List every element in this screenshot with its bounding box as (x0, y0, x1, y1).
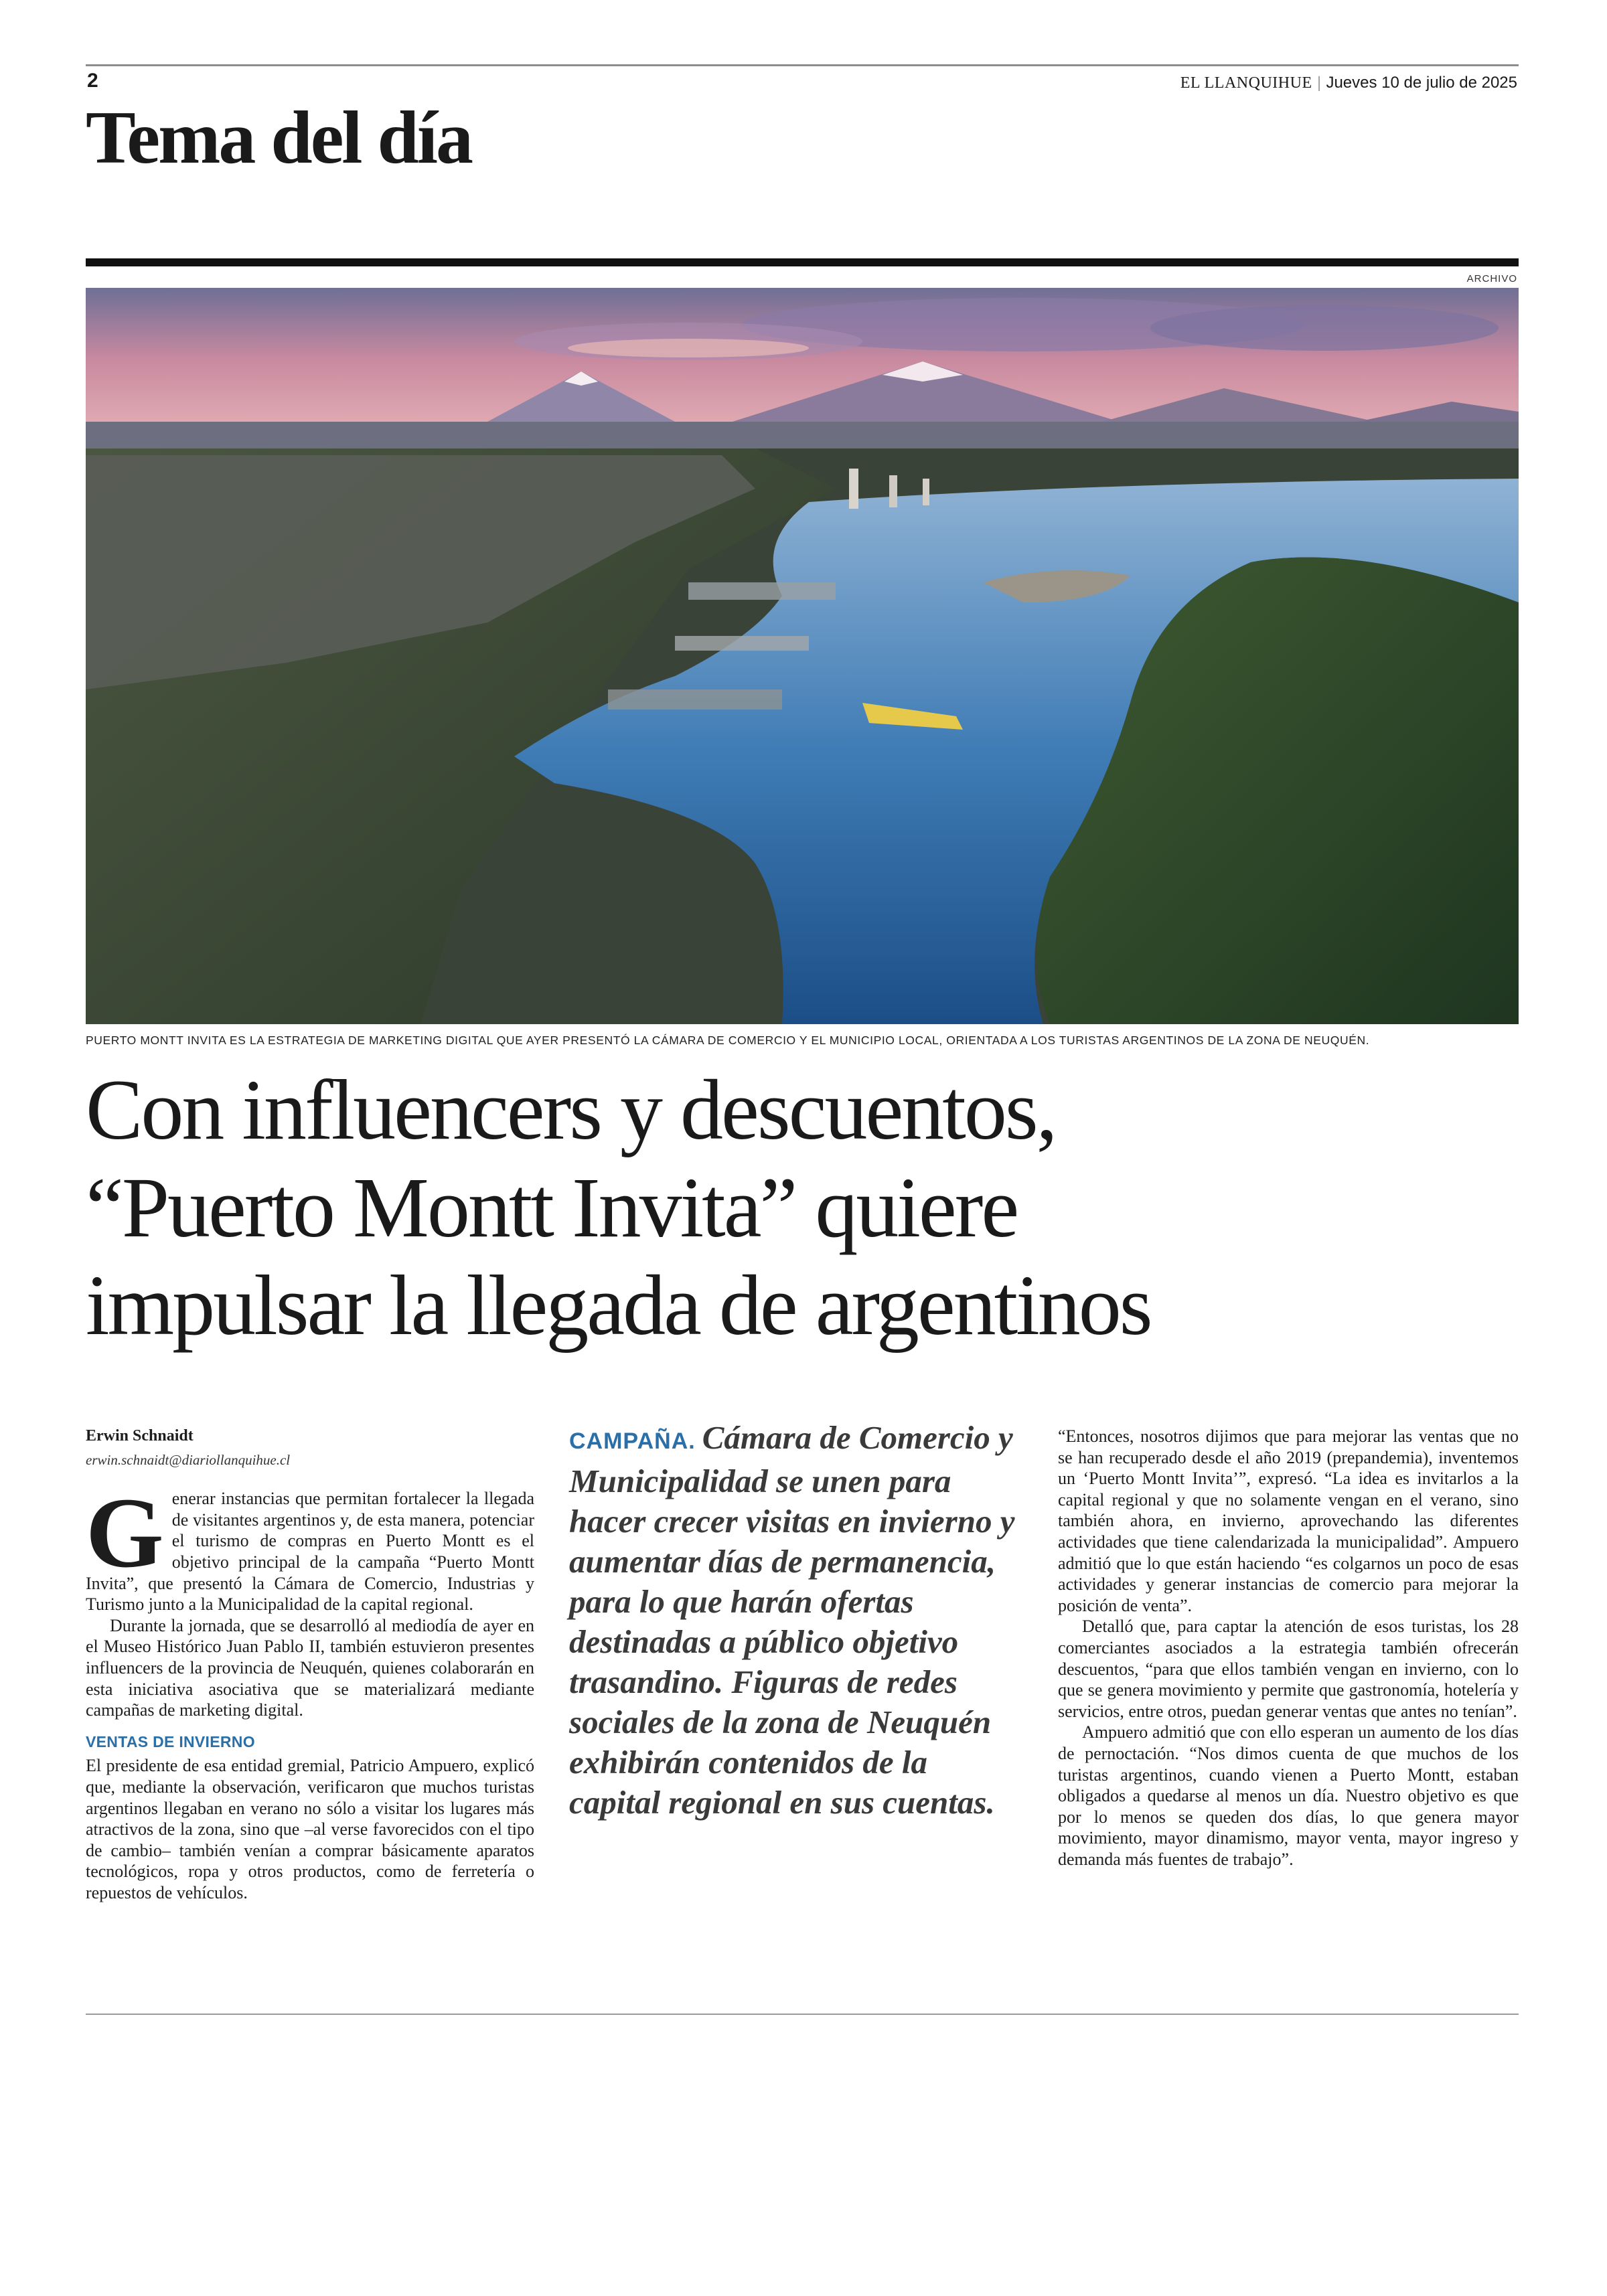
article-paragraph-3: El presidente de esa entidad gremial, Patricio Ampuero, explicó que, mediante la observación, verificaron que muchos turistas argentinos llegaban en verano no sólo a visitar los lugares más atractivos de la zona, sino que –al verse favorecidos con el tipo de cambio– también venían a comprar básicamente aparatos tecnológicos, ropa y otros productos, como de ferretería o repuestos de vehículos. (86, 1756, 534, 1902)
article-column-1 (86, 1426, 534, 1903)
masthead (1180, 74, 1517, 92)
drop-cap: G (86, 1477, 164, 1589)
photo-credit: ARCHIVO (1466, 273, 1517, 284)
publication-name: EL LLANQUIHUE (1180, 74, 1312, 92)
byline-email[interactable]: erwin.schnaidt@diariollanquihue.cl (86, 1451, 291, 1468)
headline-line-2: “Puerto Montt Invita” quiere (86, 1160, 1018, 1255)
section-rule (86, 258, 1519, 266)
byline-author: Erwin Schnaidt (86, 1427, 194, 1445)
masthead-separator: | (1317, 74, 1321, 92)
pull-quote-kicker: CAMPAÑA. (569, 1428, 696, 1454)
bottom-rule (86, 2014, 1519, 2015)
article-column-2 (1058, 1426, 1519, 1870)
subhead-ventas: VENTAS DE INVIERNO (86, 1732, 255, 1750)
photo-caption: PUERTO MONTT INVITA ES LA ESTRATEGIA DE MARKETING DIGITAL QUE AYER PRESENTÓ LA CÁMARA DE COMERCIO Y EL MUNICIPIO LOCAL, ORIENTADA A LOS TURISTAS ARGENTINOS DE LA ZONA DE NEUQUÉN. (86, 1034, 1370, 1047)
issue-date: Jueves 10 de julio de 2025 (1326, 74, 1517, 92)
article-paragraph-2: Durante la jornada, que se desarrolló al mediodía de ayer en el Museo Histórico Juan Pablo II, también estuvieron presentes influencers de la provincia de Neuquén, quienes colaborarán en esta iniciativa asociativa que se materializará mediante campañas de marketing digital. (86, 1615, 534, 1720)
lead-photo (86, 288, 1519, 1024)
paragraph-1-text: enerar instancias que permitan fortalecer la llegada de visitantes argentinos y, de esta manera, potenciar el turismo de compras en Puerto Montt es el objetivo principal de la campaña “Puerto Montt Invita”, que presentó la Cámara de Comercio, Industrias y Turismo junto a la Municipalidad de la capital regional. (86, 1489, 534, 1615)
lead-photo-illustration (86, 288, 1519, 1024)
pull-quote-text: Cámara de Comercio y Municipalidad se unen para hacer crecer visitas en invierno y aumentar días de permanencia, para lo que harán ofertas destinadas a público objetivo trasandino. Figuras de redes sociales de la zona de Neuquén exhibirán contenidos de la capital regional en sus cuentas. (569, 1419, 1015, 1821)
article-paragraph-1 (86, 1477, 534, 1615)
pull-quote (569, 1418, 1018, 1823)
article-paragraph-5: Detalló que, para captar la atención de esos turistas, los 28 comerciantes asociados a la estrategia también ofrecerán descuentos, “para que ellos también vengan en invierno, con lo que se genera movimiento y permite que gastronomía, hotelería y servicios, entre otros, puedan generar ventas que antes no tenían”. (1058, 1617, 1519, 1721)
headline (86, 1061, 1519, 1354)
headline-line-3: impulsar la llegada de argentinos (86, 1258, 1151, 1353)
section-title: Tema del día (86, 96, 471, 179)
headline-line-1: Con influencers y descuentos, (86, 1062, 1056, 1157)
article-paragraph-6: Ampuero admitió que con ello esperan un aumento de los días de pernoctación. “Nos dimos cuenta de que muchos de los turistas argentinos, cuando vienen a Puerto Montt, estaban obligados a quedarse al menos un día. Nuestro objetivo es que por lo menos se queden dos días, lo que genera mayor movimiento, mayor dinamismo, mayor venta, mayor ingreso y demanda más fuentes de trabajo”. (1058, 1722, 1519, 1869)
page-number: 2 (87, 70, 98, 92)
article-paragraph-4: “Entonces, nosotros dijimos que para mejorar las ventas que no se han recuperado desde el año 2019 (prepandemia), inventemos un ‘Puerto Montt Invita’”, expresó. “La idea es invitarlos a la capital regional y que no solamente vengan en el verano, sino también ahora, en invierno, aprovechando las diferentes actividades que tiene calendarizada la municipalidad”. Ampuero admitió que lo que están haciendo “es colgarnos un poco de esas actividades y generar instancias de comercio para mejorar la posición de venta”. (1058, 1426, 1519, 1615)
top-rule (86, 64, 1519, 66)
